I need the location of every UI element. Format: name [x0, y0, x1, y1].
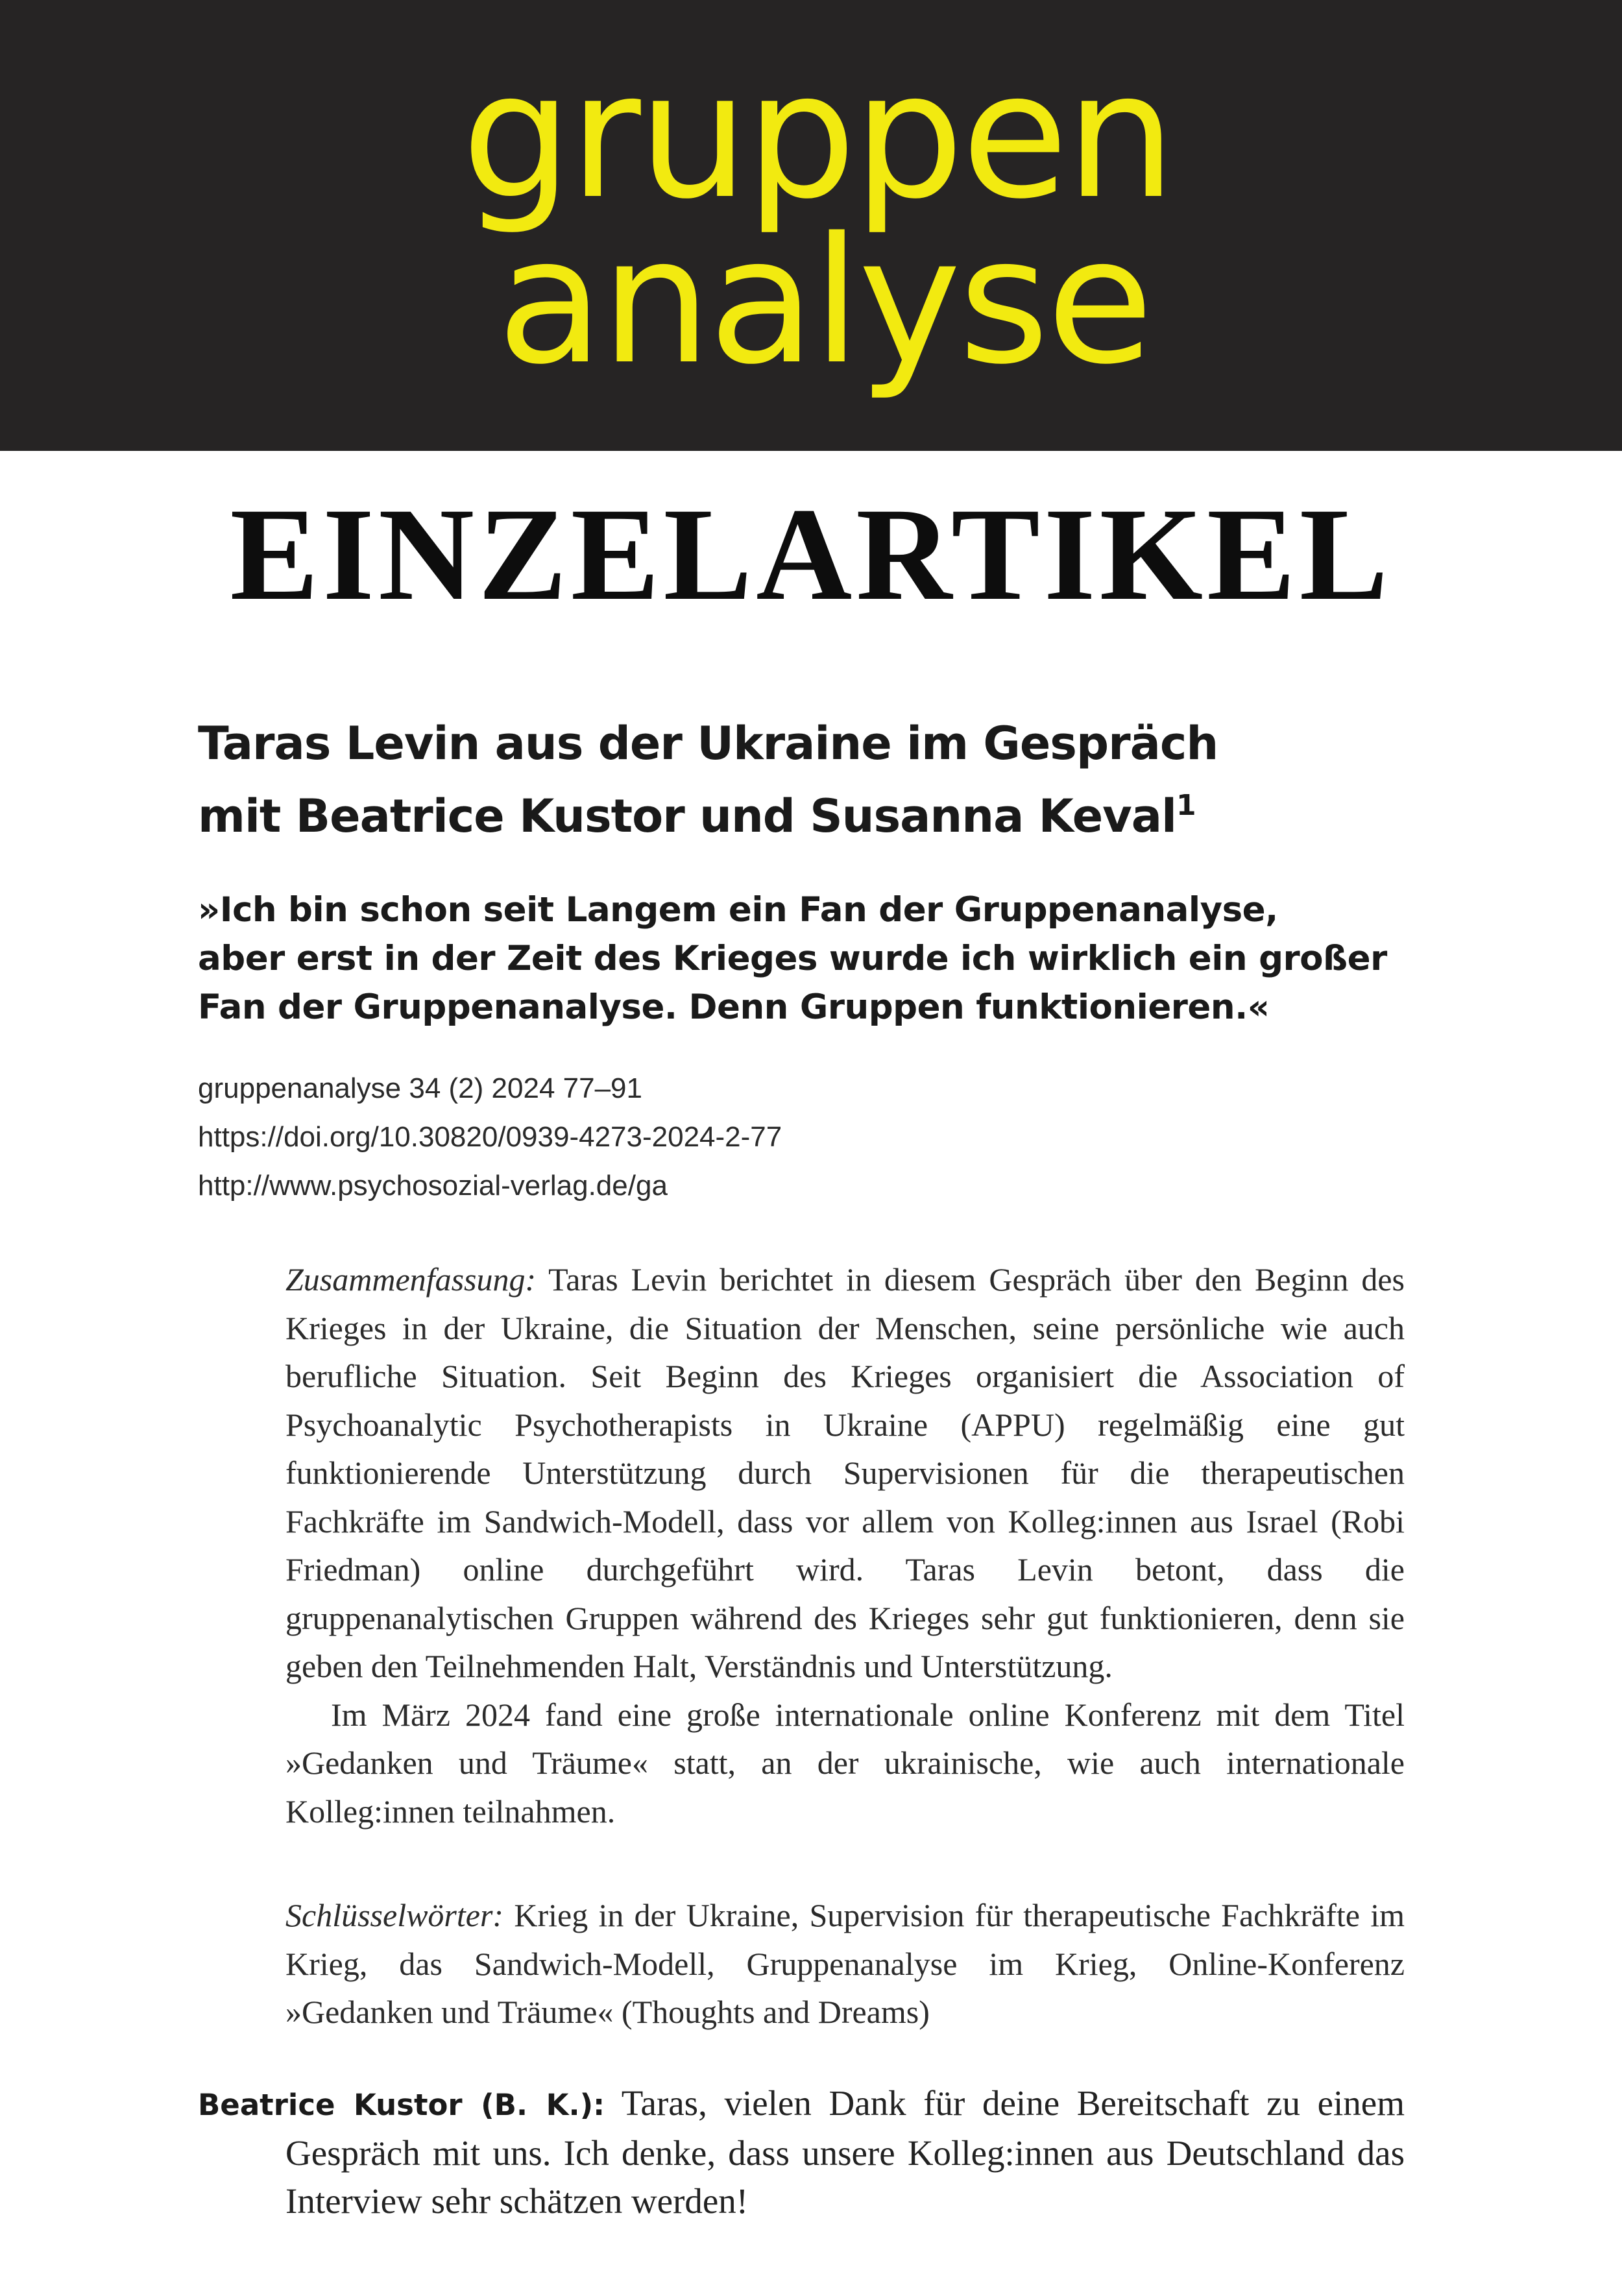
- citation-text: gruppenanalyse 34 (2) 2024 77–91: [198, 1072, 642, 1104]
- logo-line-2: analyse: [497, 200, 1151, 403]
- single-article-banner: EINZELARTIKEL: [230, 481, 1392, 628]
- keywords: [285, 1891, 1405, 2036]
- article-title: [198, 707, 1431, 852]
- pull-quote-line-3: Fan der Gruppenanalyse. Denn Gruppen funktionieren.«: [198, 987, 1270, 1027]
- abstract-paragraph-1: [285, 1255, 1405, 1691]
- keywords-label: Schlüsselwörter:: [285, 1897, 504, 1933]
- article-title-line-2-text: mit Beatrice Kustor und Susanna Keval: [198, 790, 1177, 843]
- abstract-paragraph-2: Im März 2024 fand eine große internationale online Konferenz mit dem Titel »Gedanken und Träume« statt, an der ukrainische, wie auch internationale Kolleg:innen teilnahmen.: [285, 1696, 1405, 1830]
- abstract-label: Zusammenfassung:: [285, 1261, 537, 1298]
- dialogue-text: Taras, vielen Dank für deine Bereitschaft zu einem Gespräch mit uns. Ich denke, dass unsere Kolleg:innen aus Deutschland das Interview sehr schätzen werden!: [285, 2083, 1405, 2221]
- journal-logo: [0, 0, 1622, 451]
- article-title-line-2: [198, 780, 1431, 852]
- speaker-name: Beatrice Kustor (B. K.):: [198, 2088, 605, 2122]
- doi-link[interactable]: https://doi.org/10.30820/0939-4273-2024-2-77: [198, 1121, 782, 1153]
- pull-quote-line-2: aber erst in der Zeit des Krieges wurde ich wirklich ein großer: [198, 939, 1387, 978]
- publisher-link[interactable]: http://www.psychosozial-verlag.de/ga: [198, 1170, 668, 1202]
- article-title-line-1: Taras Levin aus der Ukraine im Gespräch: [198, 717, 1218, 770]
- interview-dialogue: [198, 2079, 1405, 2225]
- keywords-text: Krieg in der Ukraine, Supervision für therapeutische Fachkräfte im Krieg, das Sandwich-Modell, Gruppenanalyse im Krieg, Online-Konferenz »Gedanken und Träume« (Thoughts and Dreams): [285, 1897, 1405, 2030]
- abstract-text-1: Taras Levin berichtet in diesem Gespräch über den Beginn des Krieges in der Ukraine, die Situation der Menschen, seine persönliche wie auch berufliche Situation. Seit Beginn des Krieges organisiert die Association of Psychoanalytic Psychotherapists in Ukraine (APPU) regelmäßig eine gut funktionierende Unterstützung durch Supervisionen für die therapeutischen Fachkräfte im Sandwich-Modell, dass vor allem von Kolleg:innen aus Israel (Robi Friedman) online durchgeführt wird. Taras Levin betont, dass die gruppenanalytischen Gruppen während des Krieges sehr gut funktionieren, denn sie geben den Teilnehmenden Halt, Verständnis und Unterstützung.: [285, 1261, 1405, 1684]
- logo-line-1: gruppen: [461, 35, 1174, 237]
- pull-quote: [198, 886, 1463, 1032]
- footnote-marker: 1: [1176, 789, 1196, 822]
- pull-quote-line-1: »Ich bin schon seit Langem ein Fan der Gruppenanalyse,: [198, 890, 1278, 930]
- abstract: [285, 1255, 1405, 1835]
- citation-meta: [198, 1064, 1431, 1210]
